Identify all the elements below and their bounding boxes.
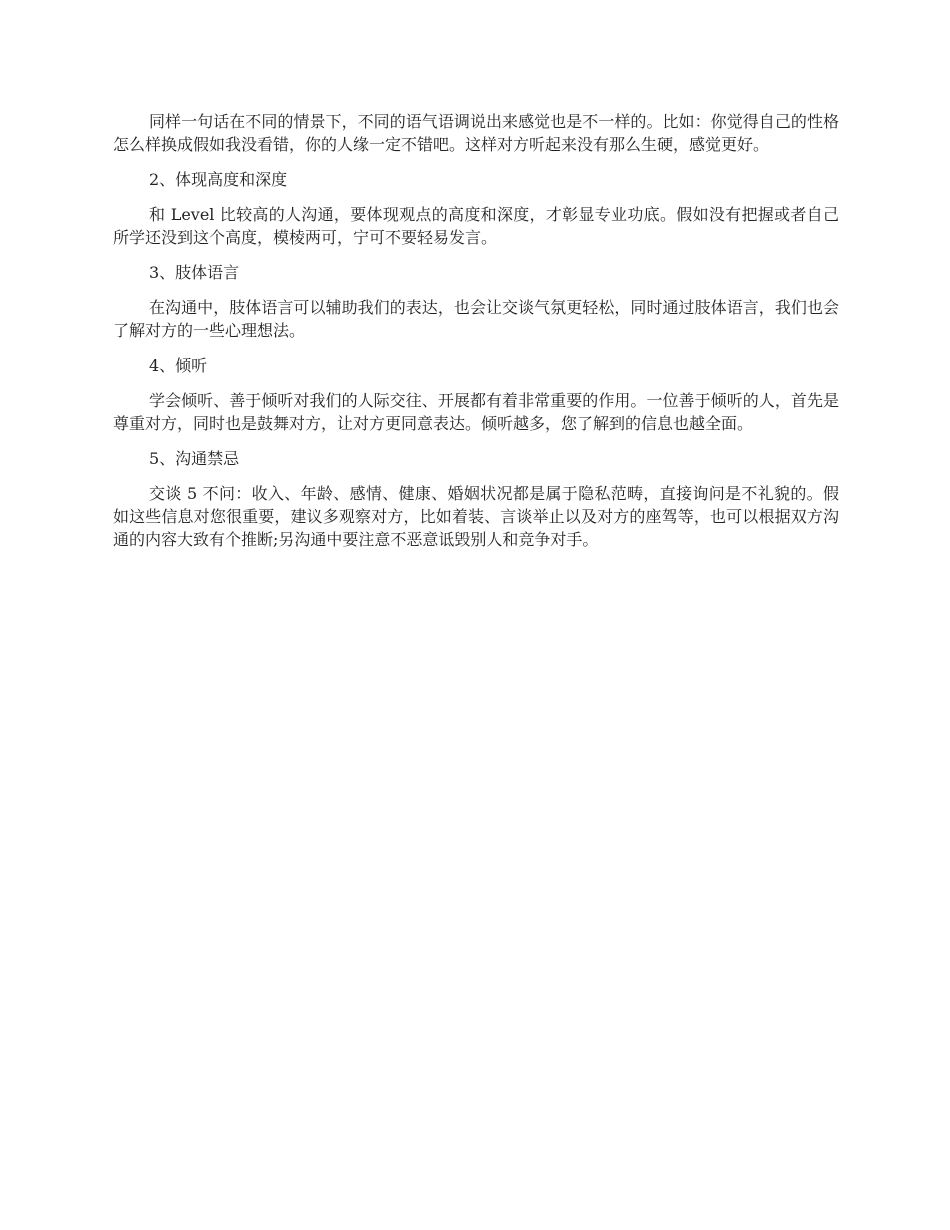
heading-height-depth: 2、体现高度和深度 <box>149 170 288 189</box>
document-page <box>113 110 839 563</box>
paragraph-body-language: 在沟通中，肢体语言可以辅助我们的表达，也会让交谈气氛更轻松，同时通过肢体语言，我们也会了解对方的一些心理想法。 <box>113 298 839 340</box>
heading-listening: 4、倾听 <box>149 356 208 375</box>
paragraph-tone: 同样一句话在不同的情景下，不同的语气语调说出来感觉也是不一样的。比如：你觉得自己的性格怎么样换成假如我没看错，你的人缘一定不错吧。这样对方听起来没有那么生硬，感觉更好。 <box>113 112 839 154</box>
heading-body-language: 3、肢体语言 <box>149 263 240 282</box>
paragraph-taboos: 交谈 5 不问：收入、年龄、感情、健康、婚姻状况都是属于隐私范畴，直接询问是不礼貌的。假如这些信息对您很重要，建议多观察对方，比如着装、言谈举止以及对方的座驾等，也可以根据双方沟通的内容大致有个推断;另沟通中要注意不恶意诋毁别人和竞争对手。 <box>113 484 839 549</box>
paragraph-listening: 学会倾听、善于倾听对我们的人际交往、开展都有着非常重要的作用。一位善于倾听的人，首先是尊重对方，同时也是鼓舞对方，让对方更同意表达。倾听越多，您了解到的信息也越全面。 <box>113 391 839 433</box>
paragraph-height-depth: 和 Level 比较高的人沟通，要体现观点的高度和深度，才彰显专业功底。假如没有把握或者自己所学还没到这个高度，模棱两可，宁可不要轻易发言。 <box>113 205 839 247</box>
heading-taboos: 5、沟通禁忌 <box>149 449 240 468</box>
